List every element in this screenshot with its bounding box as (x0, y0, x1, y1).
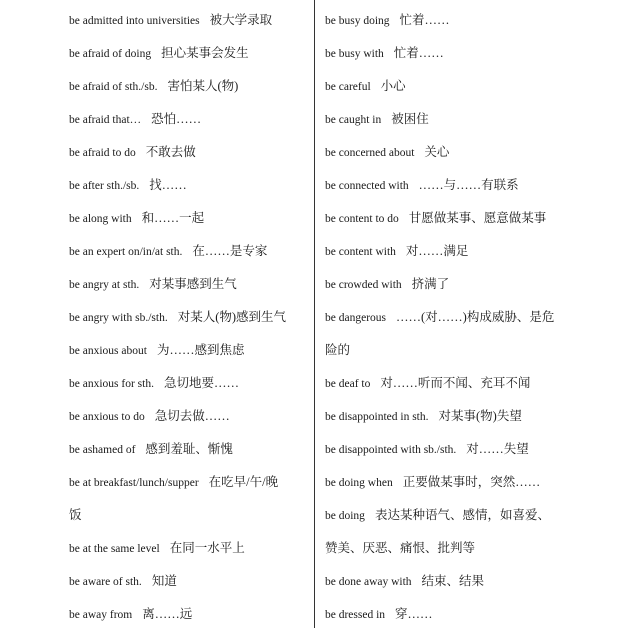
phrase-chinese: ……与……有联系 (418, 178, 519, 192)
phrase-entry (69, 565, 309, 598)
phrase-entry (325, 433, 625, 466)
phrase-english: be an expert on/in/at sth. (69, 246, 183, 258)
phrase-entry (325, 367, 625, 400)
phrase-english: be admitted into universities (69, 15, 200, 27)
phrase-entry (325, 466, 625, 499)
phrase-chinese: 对……失望 (466, 442, 529, 456)
phrase-chinese: 不敢去做 (145, 145, 196, 159)
phrase-english: be afraid to do (69, 147, 136, 159)
phrase-english: be disappointed with sb./sth. (325, 444, 457, 456)
phrase-chinese: 忙着…… (393, 46, 444, 60)
phrase-english: be doing when (325, 477, 393, 489)
phrase-english: be deaf to (325, 378, 371, 390)
phrase-english: be afraid of sth./sb. (69, 81, 158, 93)
right-column (325, 4, 625, 628)
phrase-chinese: 对某人(物)感到生气 (177, 310, 287, 324)
phrase-chinese: 找…… (149, 178, 187, 192)
phrase-entry (69, 598, 309, 628)
phrase-english: be content to do (325, 213, 399, 225)
phrase-english: be crowded with (325, 279, 402, 291)
phrase-meaning-continued: 赞美、厌恶、痛恨、批判等 (325, 541, 476, 555)
phrase-entry (325, 301, 625, 334)
phrase-chinese: 被大学录取 (209, 13, 273, 27)
phrase-chinese: 在同一水平上 (169, 541, 245, 555)
phrase-entry (325, 499, 625, 532)
phrase-chinese: 正要做某事时，突然…… (402, 475, 541, 489)
phrase-english: be doing (325, 510, 365, 522)
phrase-entry (69, 37, 309, 70)
phrase-entry (69, 268, 309, 301)
phrase-chinese: 急切地要…… (163, 376, 239, 390)
phrase-english: be at breakfast/lunch/supper (69, 477, 199, 489)
phrase-entry (325, 268, 625, 301)
phrase-chinese: 甘愿做某事、愿意做某事 (408, 211, 547, 225)
phrase-english: be busy with (325, 48, 384, 60)
phrase-chinese: 害怕某人(物) (167, 79, 239, 93)
phrase-english: be anxious about (69, 345, 147, 357)
phrase-entry (69, 103, 309, 136)
phrase-entry (69, 532, 309, 565)
phrase-entry (69, 235, 309, 268)
phrase-chinese: 忙着…… (399, 13, 450, 27)
phrase-english: be caught in (325, 114, 382, 126)
phrase-continuation (325, 532, 625, 565)
phrase-english: be concerned about (325, 147, 415, 159)
phrase-chinese: 急切去做…… (154, 409, 230, 423)
phrase-english: be ashamed of (69, 444, 136, 456)
phrase-chinese: 结束、结果 (421, 574, 485, 588)
phrase-entry (69, 70, 309, 103)
phrase-entry (325, 565, 625, 598)
phrase-entry (69, 367, 309, 400)
phrase-english: be careful (325, 81, 371, 93)
phrase-entry (325, 103, 625, 136)
phrase-chinese: 离……远 (142, 607, 193, 621)
phrase-entry (325, 70, 625, 103)
phrase-english: be done away with (325, 576, 412, 588)
phrase-chinese: ……(对……)构成威胁、是危 (396, 310, 555, 324)
phrase-english: be busy doing (325, 15, 390, 27)
phrase-chinese: 对某事(物)失望 (438, 409, 522, 423)
phrase-entry (69, 169, 309, 202)
phrase-meaning-continued: 饭 (69, 508, 82, 522)
phrase-entry (325, 202, 625, 235)
phrase-entry (69, 4, 309, 37)
phrase-entry (325, 136, 625, 169)
phrase-english: be aware of sth. (69, 576, 142, 588)
phrase-chinese: 对某事感到生气 (149, 277, 237, 291)
phrase-entry (69, 136, 309, 169)
phrase-entry (325, 37, 625, 70)
phrase-meaning-continued: 险的 (325, 343, 351, 357)
phrase-english: be at the same level (69, 543, 160, 555)
phrase-entry (325, 400, 625, 433)
phrase-entry (325, 169, 625, 202)
phrase-english: be anxious to do (69, 411, 145, 423)
column-divider (314, 0, 315, 628)
phrase-chinese: 和……一起 (141, 211, 205, 225)
phrase-entry (69, 202, 309, 235)
phrase-continuation (69, 499, 309, 532)
phrase-english: be away from (69, 609, 133, 621)
phrase-chinese: 在……是专家 (192, 244, 268, 258)
phrase-entry (325, 4, 625, 37)
phrase-chinese: 担心某事会发生 (161, 46, 249, 60)
phrase-chinese: 关心 (424, 145, 450, 159)
phrase-english: be content with (325, 246, 396, 258)
phrase-english: be angry at sth. (69, 279, 140, 291)
phrase-continuation (325, 334, 625, 367)
phrase-chinese: 表达某种语气、感情，如喜爱、 (374, 508, 550, 522)
phrase-entry (69, 400, 309, 433)
phrase-chinese: 被困住 (391, 112, 429, 126)
phrase-chinese: 在吃早/午/晚 (208, 475, 279, 489)
phrase-english: be dressed in (325, 609, 386, 621)
phrase-chinese: 小心 (380, 79, 406, 93)
left-column (69, 4, 309, 628)
phrase-english: be connected with (325, 180, 409, 192)
phrase-entry (325, 235, 625, 268)
phrase-chinese: 对……听而不闻、充耳不闻 (380, 376, 531, 390)
phrase-entry (325, 598, 625, 628)
phrase-english: be after sth./sb. (69, 180, 140, 192)
phrase-entry (69, 334, 309, 367)
phrase-chinese: 挤满了 (411, 277, 450, 291)
phrase-chinese: 穿…… (395, 607, 433, 621)
phrase-english: be anxious for sth. (69, 378, 154, 390)
phrase-english: be dangerous (325, 312, 386, 324)
phrase-english: be disappointed in sth. (325, 411, 429, 423)
phrase-chinese: 为……感到焦虑 (156, 343, 245, 357)
phrase-chinese: 对……满足 (405, 244, 469, 258)
phrase-entry (69, 301, 309, 334)
phrase-english: be along with (69, 213, 132, 225)
phrase-entry (69, 466, 309, 499)
phrase-english: be afraid that… (69, 114, 142, 126)
phrase-entry (69, 433, 309, 466)
phrase-chinese: 感到羞耻、惭愧 (145, 442, 233, 456)
phrase-chinese: 知道 (151, 574, 177, 588)
phrase-chinese: 恐怕…… (151, 112, 202, 126)
phrase-english: be afraid of doing (69, 48, 152, 60)
phrase-english: be angry with sb./sth. (69, 312, 168, 324)
